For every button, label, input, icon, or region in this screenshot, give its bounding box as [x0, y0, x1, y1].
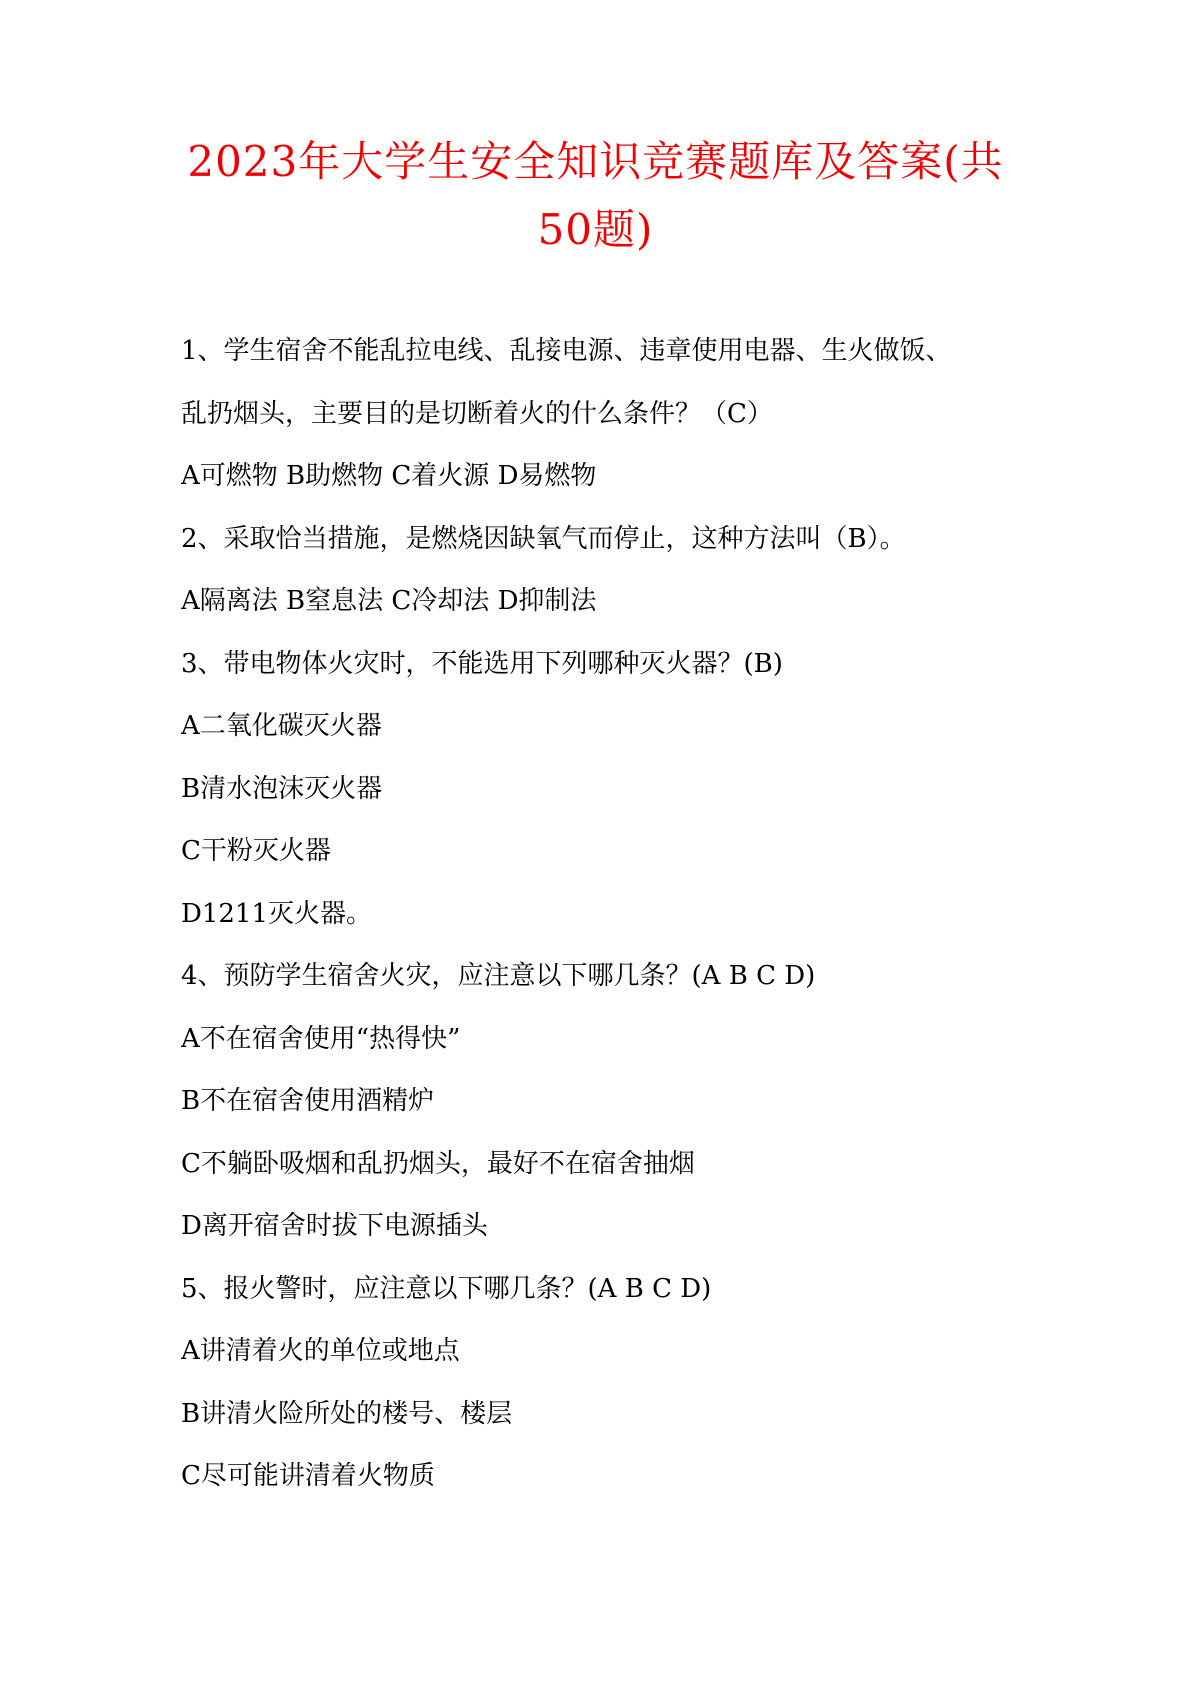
question-4-option-d: D离开宿舍时拔下电源插头 [181, 1211, 488, 1241]
question-1-stem: 1、学生宿舍不能乱拉电线、乱接电源、违章使用电器、生火做饭、 [181, 336, 952, 366]
question-4-option-a: A不在宿舍使用“热得快” [181, 1023, 461, 1054]
question-4-option-c: C不躺卧吸烟和乱扔烟头，最好不在宿舍抽烟 [181, 1148, 695, 1179]
question-5-option-c: C尽可能讲清着火物质 [181, 1461, 435, 1491]
question-4-option-b: B不在宿舍使用酒精炉 [181, 1086, 435, 1116]
question-3-stem: 3、带电物体火灾时，不能选用下列哪种灭火器？(B) [181, 648, 783, 679]
question-5-option-a: A讲清着火的单位或地点 [181, 1336, 460, 1366]
question-5-stem: 5、报火警时，应注意以下哪几条？(A B C D) [181, 1273, 712, 1304]
question-5-option-b: B讲清火险所处的楼号、楼层 [181, 1398, 513, 1429]
question-2-stem: 2、采取恰当措施，是燃烧因缺氧气而停止，这种方法叫（B）。 [181, 523, 906, 554]
question-2-options: A隔离法 B窒息法 C冷却法 D抑制法 [181, 586, 597, 616]
question-3-option-b: B清水泡沫灭火器 [181, 773, 383, 804]
question-1-stem-cont: 乱扔烟头，主要目的是切断着火的什么条件？（C） [181, 398, 773, 429]
title-line-2: 50题) [537, 205, 654, 254]
document-title [130, 128, 1061, 264]
question-3-option-a: A二氧化碳灭火器 [181, 711, 382, 741]
question-3-option-c: C干粉灭火器 [181, 836, 331, 866]
question-1-options: A可燃物 B助燃物 C着火源 D易燃物 [181, 461, 597, 491]
question-4-stem: 4、预防学生宿舍火灾，应注意以下哪几条？(A B C D) [181, 961, 816, 991]
document-body [181, 331, 1061, 1519]
title-line-1: 2023年大学生安全知识竞赛题库及答案(共 [187, 137, 1004, 186]
question-3-option-d: D1211灭火器。 [181, 898, 373, 929]
